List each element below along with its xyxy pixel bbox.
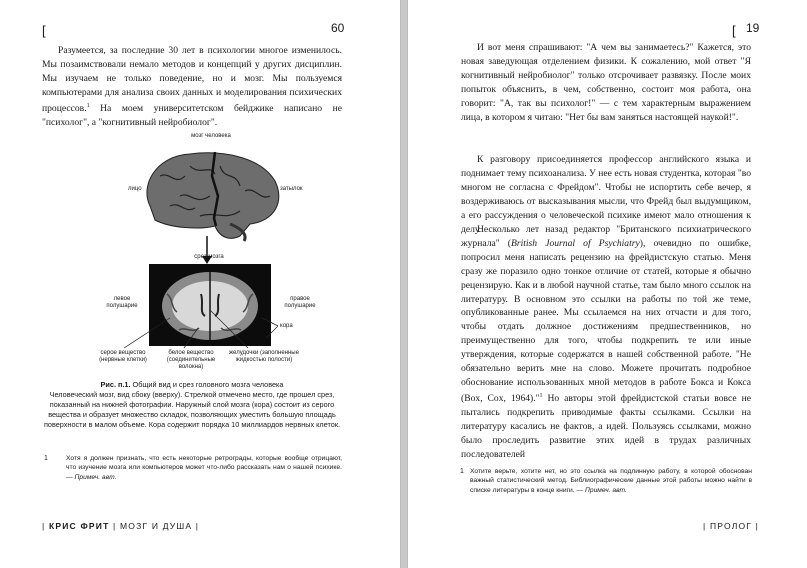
body-paragraph-3: Несколько лет назад редактор "Британского психиатрического журнала" (British Journal of Psychiatry), очевидно по ошибке, попросил меня написать рецензию на фрейдистскую статью. Меня сразу же поразило одно тонкое отличие от статей, которые я обычно рецензирую. Как и в любой научной статье, там было много ссылок на литературу. В основном это ссылки на работы по той же теме, опубликованные ранее. Мы ссылаемся на них отчасти и для того, чтобы отдать должное достижениям предшественников, но преимущественно для того, чтобы подкрепить те или иные утверждения, которые содержатся в нашей собственной работе. "Не обязательно верить мне на слово. Можете прочитать подробное обоснование использованных мной методов в работе Бокса и Кокса (Box, Cox, 1964)."$^1$ Но авторы этой фрейдистской статьи вовсе не пытались подкрепить приводимые факты ссылками. Ссылки на литературу касались не фактов, а идей. Пользуясь ссылками, можно было проследить развитие этих идей в трудах различных последователей <box>461 224 751 460</box>
running-header: | ПРОЛОГ | <box>703 521 760 531</box>
label-cortex: кора <box>280 323 293 329</box>
body-paragraph-2: К разговору присоединяется профессор английского языка и поднимает тему психоанализа. У нее есть новая студентка, которая "во многом не согласна с Фрейдом". Чтобы не испортить себе вечер, я воздерживаюсь от высказывания мысли, что Фрейд был выдумщиком, а его рассуждения о человеческой психике имеют мало отношения к делу. <box>461 154 751 235</box>
page-number: 19 <box>746 21 760 35</box>
footnote: Хотите верьте, хотите нет, но это ссылка на подлинную работу, в которой обоснован важный статистический метод. Библиографические данные этой работы можно найти в списке литературы в конце книги. — Примеч. авт. <box>470 468 752 494</box>
leader-lines <box>80 128 340 378</box>
page-number: 60 <box>331 21 345 35</box>
body-paragraph-1: И вот меня спрашивают: "А чем вы занимаетесь?" Кажется, это новая заведующая отделением физики. К сожалению, мой ответ "Я когнитивный нейробиолог" только отсрочивает развязку. После моих попыток объяснить, в чем, собственно, состоит моя работа, она говорит: "А, так вы психолог!" — с тем характерным выражением лица, в котором я читаю: "Нет бы вам заняться настоящей наукой!". <box>461 42 751 123</box>
label-left-hemisphere: левое полушарие <box>106 296 138 309</box>
footnote-ref: 1 <box>86 102 90 109</box>
footnote-marker: 1 <box>460 468 464 475</box>
running-header: | КРИС ФРИТ | МОЗГ И ДУША | <box>42 521 200 531</box>
figure-caption: Рис. п.1. Общий вид и срез головного мозга человека Человеческий мозг, вид сбоку (вверху). Стрелкой отмечено место, где прошел срез, показанный на нижней фотографии. Наружный слой мозга (кора) состоит из серого вещества и образует множество складок, позволяющих уместить большую площадь поверхности в малом объеме. Кора содержит порядка 10 миллиардов нервных клеток. <box>43 380 341 429</box>
right-page <box>407 0 807 568</box>
footnote-ref: 1 <box>539 392 543 399</box>
page-bracket: [ <box>42 23 46 38</box>
label-right-hemisphere: правое полушарие <box>284 296 316 309</box>
label-back: затылок <box>280 186 303 192</box>
label-face: лицо <box>128 186 142 192</box>
label-ventricles: желудочки (заполненные жидкостью полости) <box>229 350 299 363</box>
page-bracket: [ <box>732 23 736 38</box>
footnote: Хотя я должен признать, что есть некоторые ретрограды, которые вообще отрицают, что изучение мозга или компьютеров может что-либо рассказать нам о нашей психике. — Примеч. авт. <box>66 455 342 481</box>
label-white-matter: белое вещество (соединительные волокна) <box>166 350 216 370</box>
body-paragraph: Разумеется, за последние 30 лет в психологии многое изменилось. Мы позаимствовали немало методов и концепций у других дисциплин. Мы изучаем не только поведение, но и мозг. Мы пользуемся компьютерами для анализа своих данных и моделирования психических процессов.$^1$ На моем университетском бейджике написано не "психолог", а "когнитивный нейробиолог". <box>42 45 342 128</box>
label-brain-slice: срез мозга <box>194 254 224 260</box>
left-page <box>0 0 401 568</box>
brain-figure <box>80 128 340 378</box>
footnote-marker: 1 <box>44 455 48 462</box>
label-gray-matter: серое вещество (нервные клетки) <box>99 350 147 363</box>
label-human-brain: мозг человека <box>191 133 231 139</box>
